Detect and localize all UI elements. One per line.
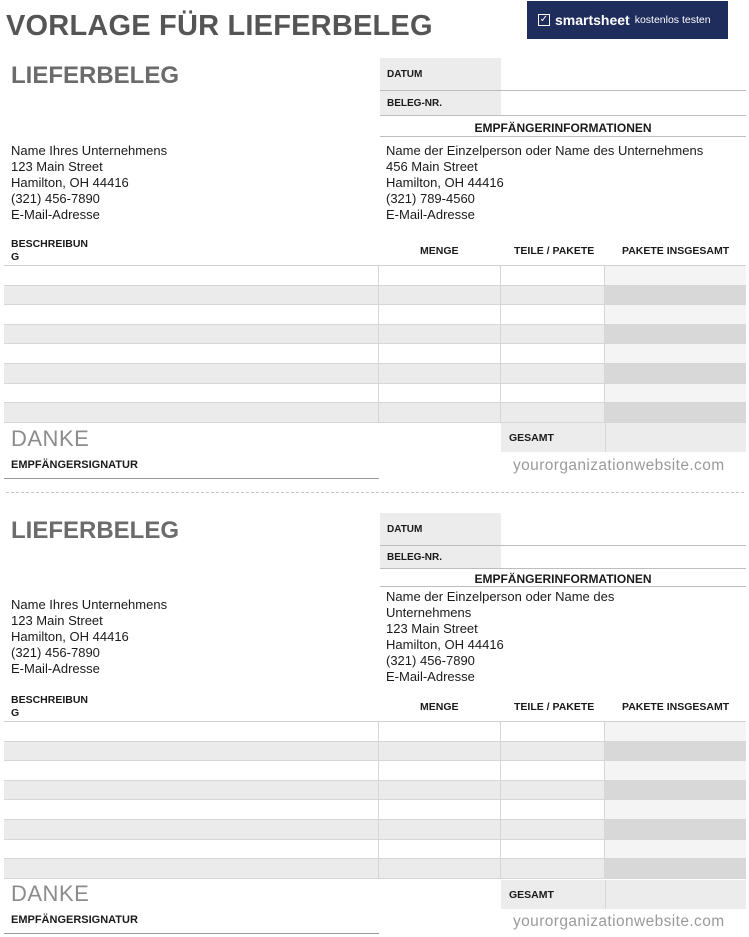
quantity-cell[interactable] (379, 859, 501, 878)
recipient-address (386, 589, 614, 685)
recipient-street: 456 Main Street (386, 159, 478, 174)
description-cell[interactable] (4, 800, 379, 819)
table-row (4, 364, 746, 384)
recipient-info-heading: EMPFÄNGERINFORMATIONEN (474, 572, 652, 586)
total-packages-cell[interactable] (605, 742, 746, 761)
parts-cell[interactable] (501, 286, 605, 305)
total-packages-cell[interactable] (605, 781, 746, 800)
receipt-number-field[interactable] (501, 91, 746, 115)
quantity-cell[interactable] (379, 305, 501, 324)
sender-address (11, 143, 167, 223)
description-cell[interactable] (4, 384, 379, 403)
promo-brand: smartsheet (555, 12, 630, 28)
parts-cell[interactable] (501, 742, 605, 761)
description-cell[interactable] (4, 325, 379, 344)
quantity-cell[interactable] (379, 344, 501, 363)
receipt-number-label: BELEG-NR. (380, 546, 501, 568)
recipient-email: E-Mail-Adresse (386, 669, 475, 684)
table-row (4, 781, 746, 801)
parts-cell[interactable] (501, 820, 605, 839)
date-field[interactable] (501, 513, 746, 545)
total-packages-cell[interactable] (605, 840, 746, 859)
description-cell[interactable] (4, 820, 379, 839)
receipt-number-label: BELEG-NR. (380, 91, 501, 115)
thanks-text: DANKE (11, 426, 90, 451)
parts-cell[interactable] (501, 344, 605, 363)
parts-cell[interactable] (501, 364, 605, 383)
recipient-phone: (321) 456-7890 (386, 653, 475, 668)
quantity-cell[interactable] (379, 384, 501, 403)
total-label: GESAMT (501, 880, 605, 909)
description-cell[interactable] (4, 286, 379, 305)
page-title: VORLAGE FÜR LIEFERBELEG (6, 10, 433, 42)
total-packages-cell[interactable] (605, 761, 746, 780)
website-link[interactable]: yourorganizationwebsite.com (513, 457, 725, 474)
table-row (4, 800, 746, 820)
parts-cell[interactable] (501, 761, 605, 780)
sender-email: E-Mail-Adresse (11, 661, 100, 676)
total-packages-cell[interactable] (605, 403, 746, 422)
thanks-text: DANKE (11, 881, 90, 906)
total-packages-cell[interactable] (605, 305, 746, 324)
sender-city: Hamilton, OH 44416 (11, 175, 129, 190)
table-row (4, 820, 746, 840)
quantity-cell[interactable] (379, 761, 501, 780)
parts-cell[interactable] (501, 859, 605, 878)
signature-label: EMPFÄNGERSIGNATUR (11, 914, 138, 926)
description-cell[interactable] (4, 266, 379, 285)
total-field[interactable] (605, 880, 746, 909)
sender-phone: (321) 456-7890 (11, 645, 100, 660)
description-cell[interactable] (4, 403, 379, 422)
table-row (4, 742, 746, 762)
divider (380, 586, 746, 587)
description-cell[interactable] (4, 859, 379, 878)
table-row (4, 403, 746, 423)
quantity-cell[interactable] (379, 722, 501, 741)
parts-cell[interactable] (501, 722, 605, 741)
sender-address (11, 597, 167, 677)
description-cell[interactable] (4, 305, 379, 324)
date-label: DATUM (380, 513, 501, 545)
total-packages-cell[interactable] (605, 859, 746, 878)
recipient-name: Name der Einzelperson oder Name des Unternehmens (386, 143, 704, 158)
recipient-name: Name der Einzelperson oder Name des (386, 589, 615, 604)
quantity-cell[interactable] (379, 781, 501, 800)
column-header-quantity: MENGE (420, 245, 459, 257)
parts-cell[interactable] (501, 384, 605, 403)
total-label: GESAMT (501, 423, 605, 452)
recipient-phone: (321) 789-4560 (386, 191, 475, 206)
quantity-cell[interactable] (379, 364, 501, 383)
website-link[interactable]: yourorganizationwebsite.com (513, 913, 725, 930)
smartsheet-promo-button[interactable] (527, 1, 728, 39)
column-header-description: BESCHREIBUN G (11, 694, 89, 719)
cut-line (6, 492, 744, 493)
total-field[interactable] (605, 423, 746, 452)
date-label: DATUM (380, 58, 501, 90)
table-row (4, 286, 746, 306)
form-title: LIEFERBELEG (11, 62, 180, 89)
recipient-name-continued: Unternehmens (386, 605, 472, 620)
parts-cell[interactable] (501, 305, 605, 324)
total-packages-cell[interactable] (605, 266, 746, 285)
description-cell[interactable] (4, 742, 379, 761)
parts-cell[interactable] (501, 266, 605, 285)
signature-line[interactable] (4, 933, 379, 934)
column-header-parts: TEILE / PAKETE (514, 701, 595, 713)
quantity-cell[interactable] (379, 286, 501, 305)
recipient-street: 123 Main Street (386, 621, 478, 636)
parts-cell[interactable] (501, 403, 605, 422)
column-header-total-packages: PAKETE INSGESAMT (622, 245, 730, 257)
total-packages-cell[interactable] (605, 820, 746, 839)
recipient-city: Hamilton, OH 44416 (386, 175, 504, 190)
table-row (4, 722, 746, 742)
divider (380, 136, 746, 137)
sender-phone: (321) 456-7890 (11, 191, 100, 206)
quantity-cell[interactable] (379, 403, 501, 422)
total-packages-cell[interactable] (605, 364, 746, 383)
signature-line[interactable] (4, 478, 379, 479)
sender-street: 123 Main Street (11, 159, 103, 174)
sender-name: Name Ihres Unternehmens (11, 597, 168, 612)
divider (380, 115, 746, 116)
receipt-number-field[interactable] (501, 546, 746, 568)
column-header-description: BESCHREIBUN G (11, 238, 89, 263)
description-cell[interactable] (4, 761, 379, 780)
promo-text: kostenlos testen (634, 14, 711, 26)
signature-label: EMPFÄNGERSIGNATUR (11, 459, 138, 471)
description-cell[interactable] (4, 781, 379, 800)
sender-name: Name Ihres Unternehmens (11, 143, 168, 158)
table-row (4, 305, 746, 325)
description-cell[interactable] (4, 840, 379, 859)
quantity-cell[interactable] (379, 325, 501, 344)
table-row (4, 859, 746, 879)
total-packages-cell[interactable] (605, 800, 746, 819)
table-row (4, 761, 746, 781)
description-cell[interactable] (4, 364, 379, 383)
quantity-cell[interactable] (379, 742, 501, 761)
table-row (4, 384, 746, 404)
total-packages-cell[interactable] (605, 344, 746, 363)
description-cell[interactable] (4, 722, 379, 741)
table-row (4, 266, 746, 286)
parts-cell[interactable] (501, 325, 605, 344)
items-table (4, 721, 746, 879)
parts-cell[interactable] (501, 840, 605, 859)
items-table (4, 265, 746, 423)
recipient-address (386, 143, 703, 223)
divider (380, 568, 746, 569)
column-header-parts: TEILE / PAKETE (514, 245, 595, 257)
sender-street: 123 Main Street (11, 613, 103, 628)
checkmark-icon: ✓ (539, 14, 549, 25)
table-row (4, 325, 746, 345)
recipient-email: E-Mail-Adresse (386, 207, 475, 222)
quantity-cell[interactable] (379, 820, 501, 839)
column-header-quantity: MENGE (420, 701, 459, 713)
recipient-info-heading: EMPFÄNGERINFORMATIONEN (474, 121, 652, 135)
total-packages-cell[interactable] (605, 722, 746, 741)
form-title: LIEFERBELEG (11, 517, 180, 544)
sender-city: Hamilton, OH 44416 (11, 629, 129, 644)
total-packages-cell[interactable] (605, 384, 746, 403)
total-packages-cell[interactable] (605, 286, 746, 305)
quantity-cell[interactable] (379, 840, 501, 859)
description-cell[interactable] (4, 344, 379, 363)
quantity-cell[interactable] (379, 800, 501, 819)
parts-cell[interactable] (501, 800, 605, 819)
table-row (4, 344, 746, 364)
date-field[interactable] (501, 58, 746, 90)
parts-cell[interactable] (501, 781, 605, 800)
sender-email: E-Mail-Adresse (11, 207, 100, 222)
table-row (4, 840, 746, 860)
quantity-cell[interactable] (379, 266, 501, 285)
total-packages-cell[interactable] (605, 325, 746, 344)
recipient-city: Hamilton, OH 44416 (386, 637, 504, 652)
column-header-total-packages: PAKETE INSGESAMT (622, 701, 730, 713)
